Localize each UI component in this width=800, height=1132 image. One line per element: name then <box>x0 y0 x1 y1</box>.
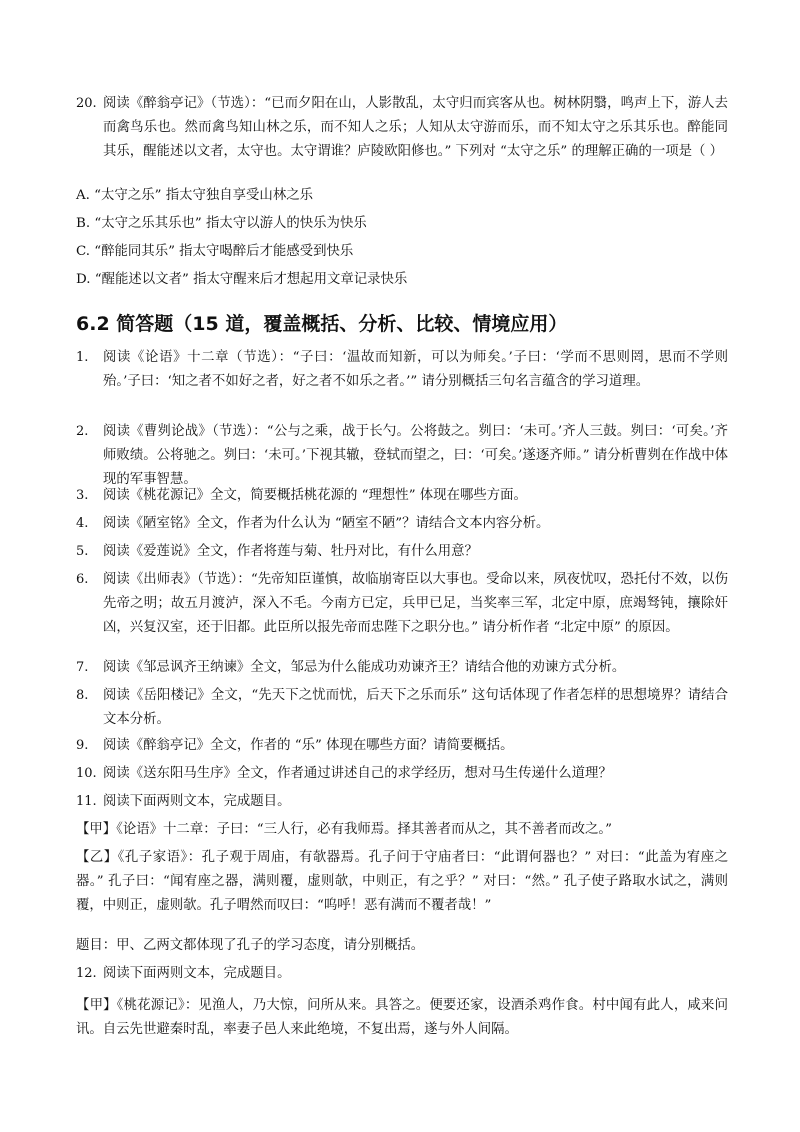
option-a: A. “太守之乐” 指太守独自享受山林之乐 <box>76 188 313 203</box>
question-number: 4. <box>76 516 89 531</box>
section-heading: 6.2 简答题（15 道，覆盖概括、分析、比较、情境应用） <box>76 313 568 335</box>
question-text: 阅读《曹刿论战》（节选）：“公与之乘，战于长勺。公将鼓之。刿曰：‘未可。’齐人三鼓。刿曰：‘可矣。’齐师败绩。公将驰之。刿曰：‘未可。’下视其辙，登轼而望之，曰：‘可矣。’遂逐齐师。” 请分析曹刿在作战中体现的军事智慧。 <box>103 424 728 487</box>
question-number: 2. <box>76 424 89 439</box>
question-text: 阅读《送东阳马生序》全文，作者通过讲述自己的求学经历，想对马生传递什么道理？ <box>103 766 612 781</box>
text-yi: 【乙】《孔子家语》：孔子观于周庙，有欹器焉。孔子问于守庙者曰：“此谓何器也？” 对曰：“此盖为宥座之器。” 孔子曰：“闻宥座之器，满则覆，虚则欹，中则正，有之乎？” 对曰：“然。” 孔子使子路取水试之，满则覆，中则正，虚则欹。孔子喟然而叹曰：“呜呼！恶有满而不覆者哉！” <box>76 850 728 913</box>
question-number: 3. <box>76 488 89 503</box>
question-text: 阅读《出师表》（节选）：“先帝知臣谨慎，故临崩寄臣以大事也。受命以来，夙夜忧叹，恐托付不效，以伤先帝之明；故五月渡泸，深入不毛。今南方已定，兵甲已足，当奖率三军，北定中原，庶竭驽钝，攘除奸凶，兴复汉室，还于旧都。此臣所以报先帝而忠陛下之职分也。” 请分析作者 “北定中原” 的原因。 <box>103 572 728 635</box>
question-number: 8. <box>76 688 89 703</box>
question-number: 11. <box>76 794 97 809</box>
question-number: 9. <box>76 738 89 753</box>
question-number: 10. <box>76 766 97 781</box>
question-text: 阅读《陋室铭》全文，作者为什么认为 “陋室不陋”？请结合文本内容分析。 <box>103 516 550 531</box>
question-text: 阅读《醉翁亭记》全文，作者的 “乐” 体现在哪些方面？请简要概括。 <box>103 738 514 753</box>
option-b: B. “太守之乐其乐也” 指太守以游人的快乐为快乐 <box>76 216 367 231</box>
question-prompt: 题目：甲、乙两文都体现了孔子的学习态度，请分别概括。 <box>76 938 425 953</box>
question-text: 阅读下面两则文本，完成题目。 <box>103 966 291 981</box>
option-d: D. “醒能述以文者” 指太守醒来后才想起用文章记录快乐 <box>76 272 408 287</box>
question-text: 阅读《论语》十二章（节选）：“子曰：‘温故而知新，可以为师矣。’子曰：‘学而不思则罔，思而不学则殆。’子曰：‘知之者不如好之者，好之者不如乐之者。’” 请分别概括三句名言蕴含的学习道理。 <box>103 350 728 389</box>
option-c: C. “醉能同其乐” 指太守喝醉后才能感受到快乐 <box>76 244 354 259</box>
question-number: 6. <box>76 572 89 587</box>
text-jia: 【甲】《桃花源记》：见渔人，乃大惊，问所从来。具答之。便要还家，设酒杀鸡作食。村中闻有此人，咸来问讯。自云先世避秦时乱，率妻子邑人来此绝境，不复出焉，遂与外人间隔。 <box>76 998 728 1037</box>
question-number: 5. <box>76 544 89 559</box>
question-text: 阅读《桃花源记》全文，简要概括桃花源的 “理想性” 体现在哪些方面。 <box>103 488 527 503</box>
question-number: 7. <box>76 660 89 675</box>
question-number: 1. <box>76 350 89 365</box>
question-number: 20. <box>76 96 97 111</box>
question-text: 阅读《岳阳楼记》全文，“先天下之忧而忧，后天下之乐而乐” 这句话体现了作者怎样的思想境界？请结合文本分析。 <box>103 688 728 727</box>
question-number: 12. <box>76 966 97 981</box>
text-jia: 【甲】《论语》十二章：子曰：“三人行，必有我师焉。择其善者而从之，其不善者而改之。” <box>76 822 612 837</box>
question-text: 阅读《醉翁亭记》（节选）：“已而夕阳在山，人影散乱，太守归而宾客从也。树林阴翳，鸣声上下，游人去而禽鸟乐也。然而禽鸟知山林之乐，而不知人之乐；人知从太守游而乐，而不知太守之乐其乐也。醉能同其乐，醒能述以文者，太守也。太守谓谁？庐陵欧阳修也。” 下列对 “太守之乐” 的理解正确的一项是（ ） <box>103 96 728 159</box>
question-text: 阅读下面两则文本，完成题目。 <box>103 794 291 809</box>
question-text: 阅读《爱莲说》全文，作者将莲与菊、牡丹对比，有什么用意？ <box>103 544 478 559</box>
question-text: 阅读《邹忌讽齐王纳谏》全文，邹忌为什么能成功劝谏齐王？请结合他的劝谏方式分析。 <box>103 660 626 675</box>
